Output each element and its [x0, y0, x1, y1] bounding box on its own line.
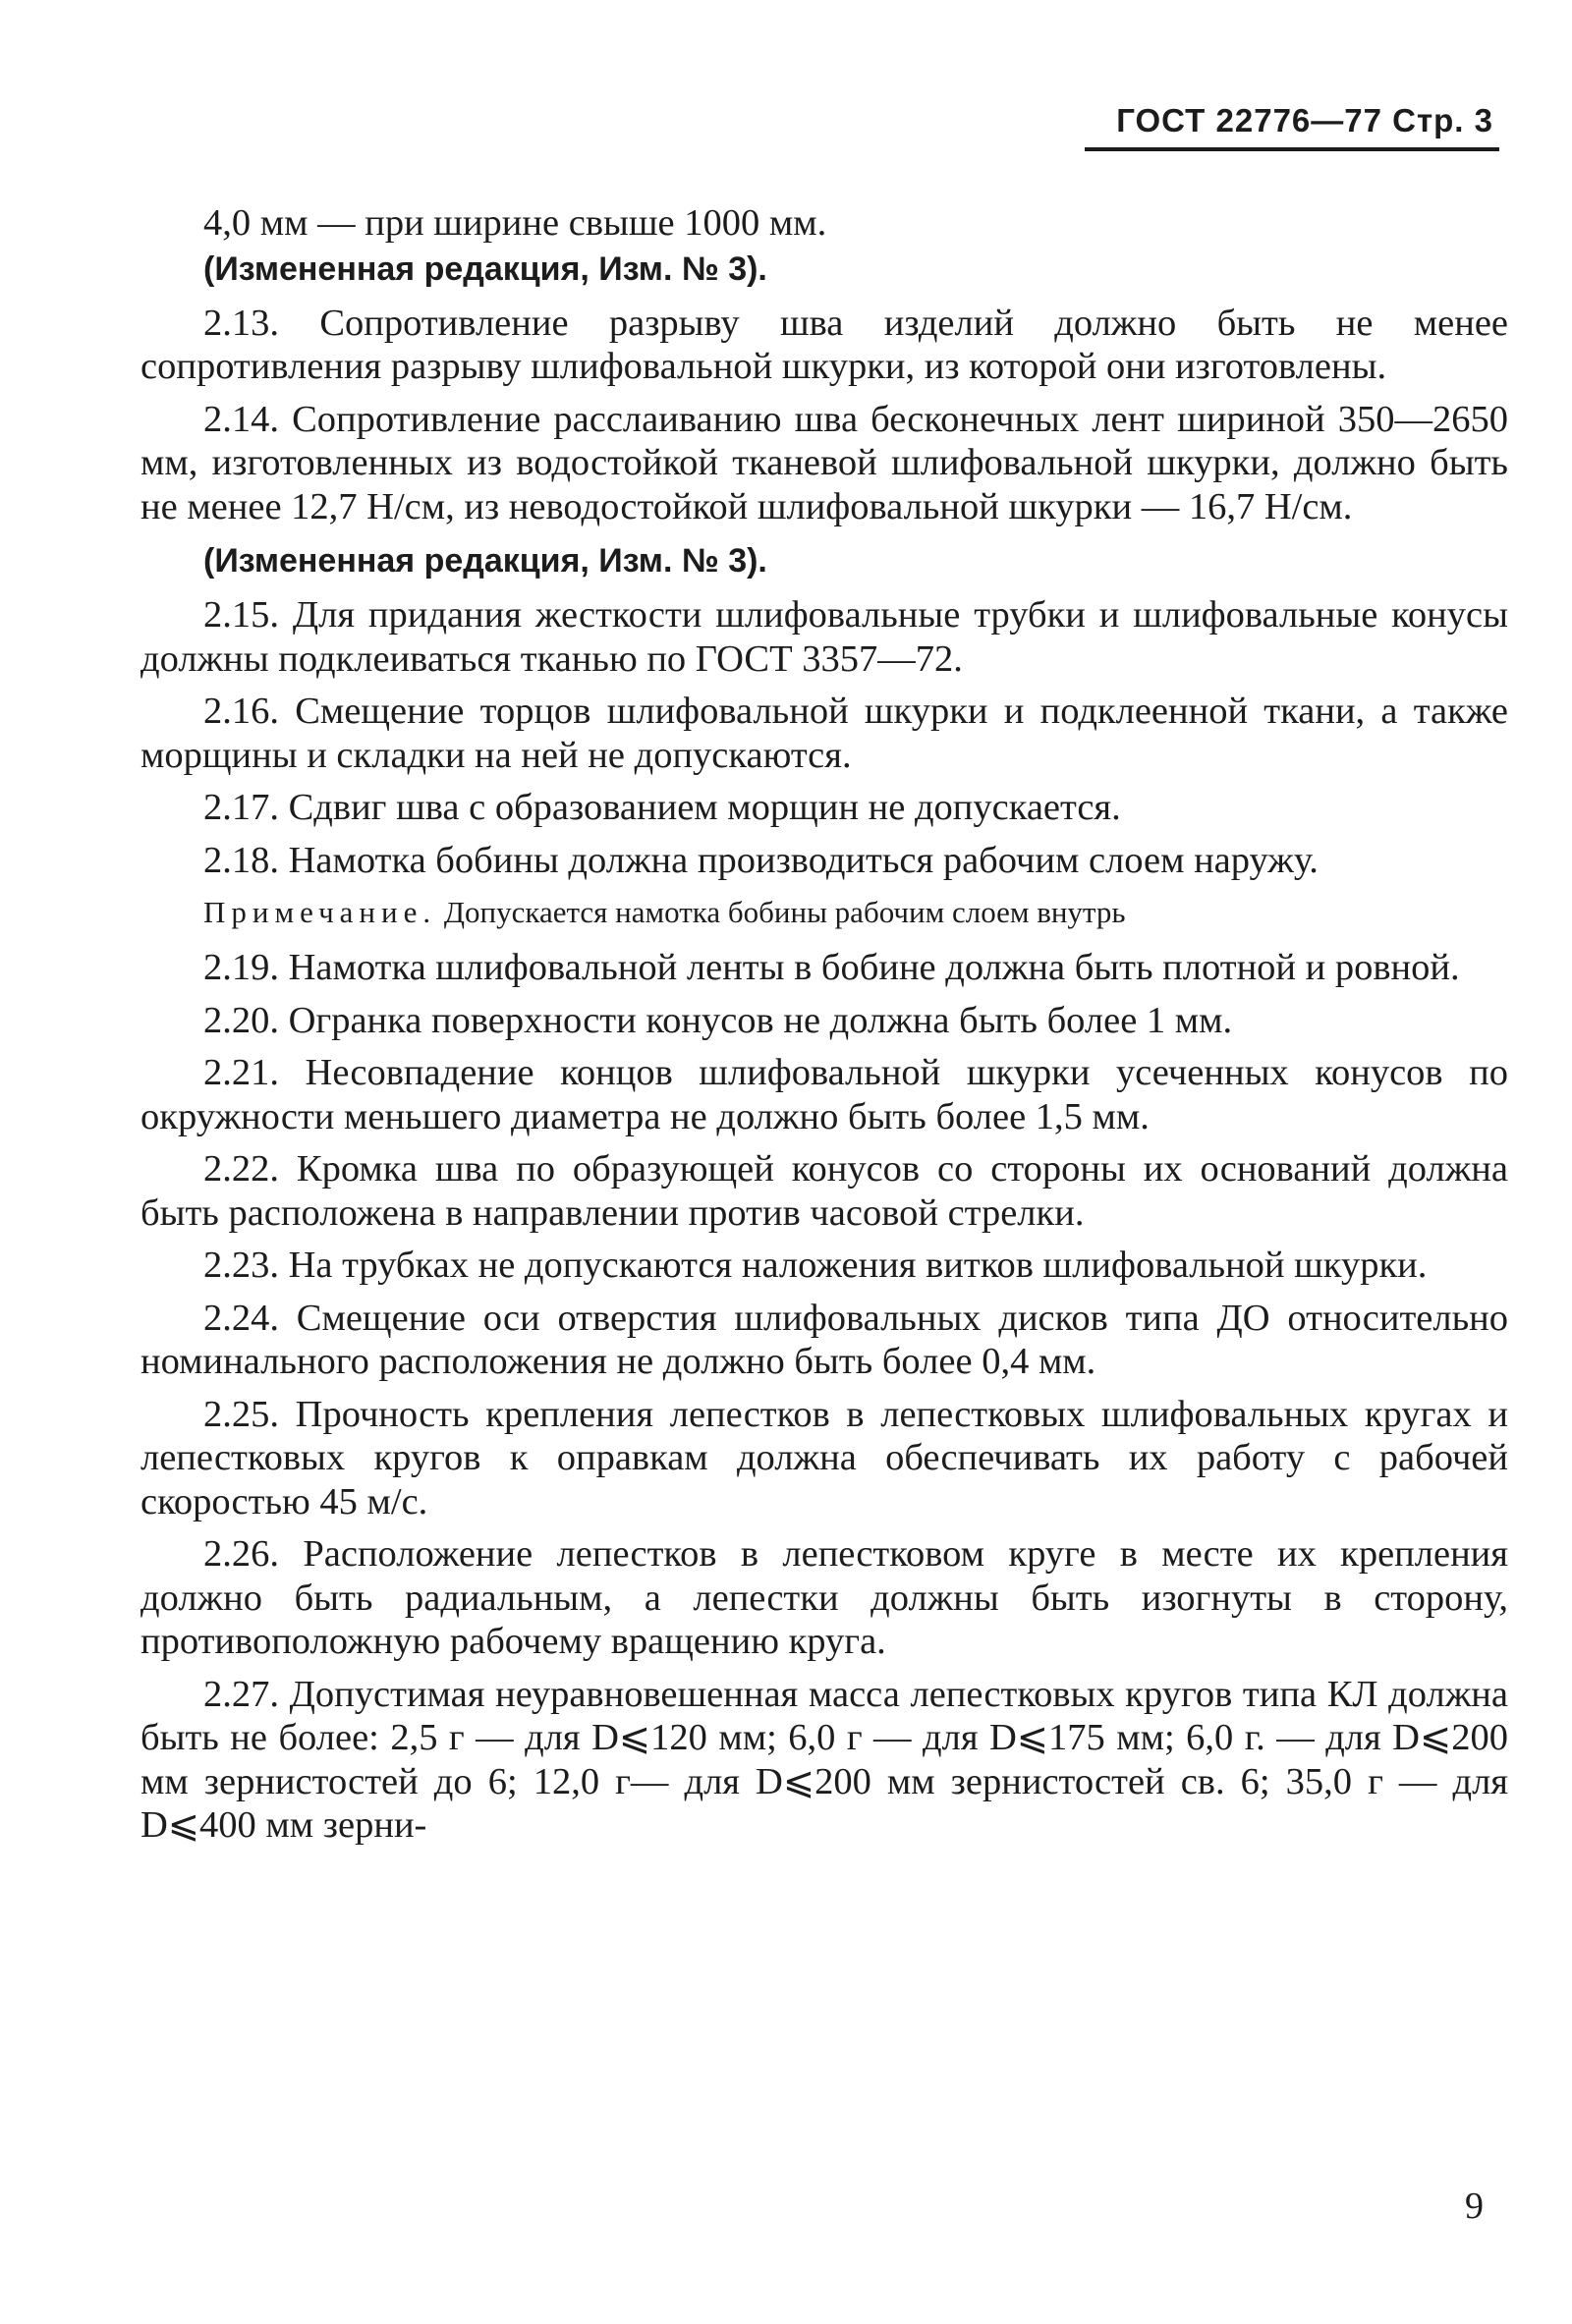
clause-2-20: 2.20. Огранка поверхности конусов не должна быть более 1 мм.	[203, 999, 1233, 1041]
edit-note: (Измененная редакция, Изм. № 3).	[203, 542, 767, 580]
clause-2-26: 2.26. Расположение лепестков в лепестковом круге в месте их крепления должно быть радиальным, а лепестки должны быть изогнуты в сторону, противоположную рабочему вращению круга.	[140, 1533, 1508, 1662]
note	[140, 891, 1508, 934]
clause-2-25: 2.25. Прочность крепления лепестков в лепестковых шлифовальных кругах и лепестковых кругов к оправкам должна обеспечивать их работу с рабочей скоростью 45 м/с.	[140, 1393, 1508, 1522]
page-header: ГОСТ 22776—77 Стр. 3	[1116, 102, 1493, 138]
clause-2-19: 2.19. Намотка шлифовальной ленты в бобине должна быть плотной и ровной.	[203, 947, 1460, 988]
note-text: Допускается намотка бобины рабочим слоем внутрь	[443, 895, 1126, 929]
page-number: 9	[1465, 2186, 1484, 2227]
clause-2-21: 2.21. Несовпадение концов шлифовальной шкурки усеченных конусов по окружности меньшего диаметра не должно быть более 1,5 мм.	[140, 1052, 1508, 1137]
clause-2-27: 2.27. Допустимая неуравновешенная масса лепестковых кругов типа КЛ должна быть не более: 2,5 г — для D⩽120 мм; 6,0 г — для D⩽175 мм; 6,0 г. — для D⩽200 мм зернистостей до 6; 12,0 г— для D⩽200 мм зернистостей св. 6; 35,0 г — для D⩽400 мм зерни-	[140, 1673, 1508, 1846]
clause-2-24: 2.24. Смещение оси отверстия шлифовальных дисков типа ДО относительно номинального расположения не должно быть более 0,4 мм.	[140, 1297, 1508, 1382]
header-rule	[1085, 147, 1499, 151]
intro-line: 4,0 мм — при ширине свыше 1000 мм.	[203, 202, 827, 244]
clause-2-13: 2.13. Сопротивление разрыву шва изделий должно быть не менее сопротивления разрыву шлифовальной шкурки, из которой они изготовлены.	[140, 302, 1508, 387]
clause-2-16: 2.16. Смещение торцов шлифовальной шкурки и подклеенной ткани, а также морщины и складки на ней не допускаются.	[140, 691, 1508, 776]
page-body	[140, 201, 1508, 1856]
note-label: Примечание.	[203, 895, 437, 929]
clause-2-17: 2.17. Сдвиг шва с образованием морщин не допускается.	[203, 787, 1121, 828]
edit-note: (Измененная редакция, Изм. № 3).	[203, 249, 767, 288]
clause-2-14: 2.14. Сопротивление расслаиванию шва бесконечных лент шириной 350—2650 мм, изготовленных из водостойкой тканевой шлифовальной шкурки, должно быть не менее 12,7 Н/см, из неводостойкой шлифовальной шкурки — 16,7 Н/см.	[140, 398, 1508, 527]
clause-2-18: 2.18. Намотка бобины должна производиться рабочим слоем наружу.	[203, 839, 1319, 881]
clause-2-23: 2.23. На трубках не допускаются наложения витков шлифовальной шкурки.	[203, 1245, 1428, 1286]
clause-2-15: 2.15. Для придания жесткости шлифовальные трубки и шлифовальные конусы должны подклеиваться тканью по ГОСТ 3357—72.	[140, 594, 1508, 680]
clause-2-22: 2.22. Кромка шва по образующей конусов со стороны их оснований должна быть расположена в направлении против часовой стрелки.	[140, 1148, 1508, 1234]
